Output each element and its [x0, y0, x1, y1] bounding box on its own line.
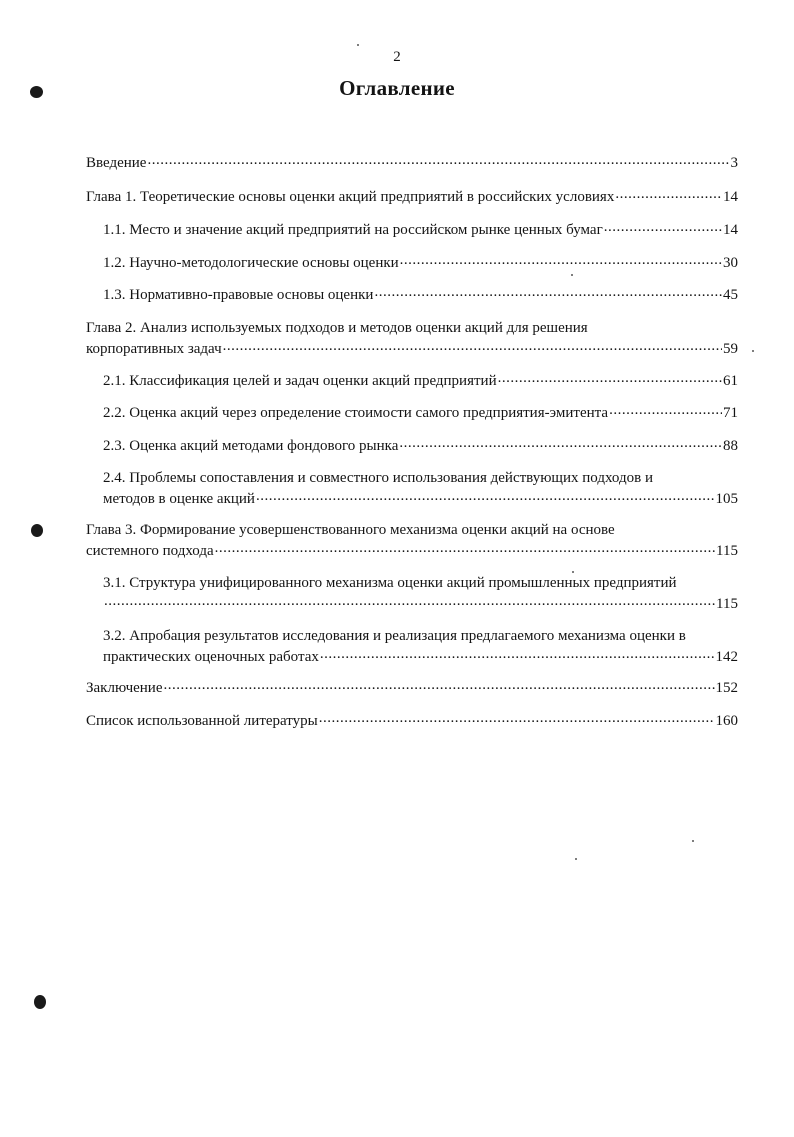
scan-speck — [571, 274, 573, 276]
toc-page-ref: 142 — [715, 649, 738, 665]
toc-entry-section-1-2[interactable] — [103, 253, 738, 274]
toc-entry-title: 3.1. Структура унифицированного механизма оценки акций промышленных предприятий — [103, 575, 677, 591]
scan-speck — [692, 840, 694, 842]
toc-page-ref: 3 — [730, 155, 738, 171]
leader-dots — [320, 647, 715, 661]
toc-entry-title: 1.3. Нормативно-правовые основы оценки — [103, 287, 374, 303]
scan-speck — [357, 44, 359, 46]
toc-entry-title: 2.1. Классификация целей и задач оценки акций предприятий — [103, 373, 497, 389]
toc-entry-title: Введение — [86, 155, 147, 171]
toc-entry-title: Глава 3. Формирование усовершенствованного механизма оценки акций на основе — [86, 522, 615, 538]
toc-page-ref: 152 — [715, 680, 738, 696]
toc-page-ref: 14 — [723, 189, 738, 205]
leader-dots — [498, 371, 722, 385]
toc-page-ref: 61 — [723, 373, 738, 389]
toc-entry-section-2-2[interactable] — [103, 403, 738, 424]
leader-dots — [374, 285, 722, 299]
toc-entry-chapter-1[interactable] — [86, 187, 738, 208]
leader-dots — [399, 436, 722, 450]
toc-page-ref: 105 — [715, 491, 738, 507]
toc-entry-conclusion[interactable] — [86, 678, 738, 699]
toc-entry-title: 3.2. Апробация результатов исследования и реализация предлагаемого механизма оценки в — [103, 628, 686, 644]
toc-entry-title: Заключение — [86, 680, 163, 696]
leader-dots — [615, 187, 722, 201]
toc-page-ref: 59 — [723, 341, 738, 357]
scan-blot-top — [30, 86, 43, 98]
scan-blot-bottom — [34, 995, 46, 1009]
toc-page-ref: 88 — [723, 438, 738, 454]
toc-page-ref: 45 — [723, 287, 738, 303]
toc-entry-section-1-1[interactable] — [103, 220, 738, 241]
leader-dots — [319, 711, 715, 725]
toc-entry-title: 2.3. Оценка акций методами фондового рынка — [103, 438, 399, 454]
leader-dots — [147, 153, 729, 167]
toc-entry-section-3-1[interactable] — [103, 573, 738, 615]
toc-page-ref: 115 — [716, 543, 738, 559]
toc-entry-title-cont: практических оценочных работах — [103, 649, 319, 665]
toc-page-ref: 14 — [723, 222, 738, 238]
toc-entry-section-2-1[interactable] — [103, 371, 738, 392]
toc-entry-title-cont: методов в оценке акций — [103, 491, 255, 507]
toc-entry-chapter-3[interactable] — [86, 520, 738, 562]
toc-entry-chapter-2[interactable] — [86, 318, 738, 360]
toc-entry-section-2-3[interactable] — [103, 436, 738, 457]
toc-entry-title-cont: корпоративных задач — [86, 341, 222, 357]
toc-entry-introduction[interactable] — [86, 153, 738, 174]
leader-dots — [604, 220, 722, 234]
toc-entry-section-1-3[interactable] — [103, 285, 738, 306]
toc-page-ref: 160 — [715, 713, 738, 729]
toc-entry-references[interactable] — [86, 711, 738, 732]
toc-entry-title: Глава 1. Теоретические основы оценки акций предприятий в российских условиях — [86, 189, 615, 205]
toc-page-ref: 115 — [716, 596, 738, 612]
page-title: Оглавление — [339, 76, 455, 100]
toc-entry-title-cont: системного подхода — [86, 543, 214, 559]
page-number: 2 — [393, 49, 401, 65]
toc-entry-section-2-4[interactable] — [103, 468, 738, 510]
leader-dots — [164, 678, 715, 692]
toc-entry-title: 2.4. Проблемы сопоставления и совместного использования действующих подходов и — [103, 470, 653, 486]
toc-entry-title: 1.1. Место и значение акций предприятий на российском рынке ценных бумаг — [103, 222, 603, 238]
leader-dots — [400, 253, 722, 267]
scan-speck — [575, 858, 577, 860]
leader-dots — [256, 489, 715, 503]
leader-dots — [104, 594, 715, 608]
toc-entry-title: Список использованной литературы — [86, 713, 318, 729]
toc-entry-section-3-2[interactable] — [103, 626, 738, 668]
toc-entry-title: 2.2. Оценка акций через определение стоимости самого предприятия-эмитента — [103, 405, 609, 421]
toc-page-ref: 30 — [723, 255, 738, 271]
leader-dots — [609, 403, 722, 417]
toc-entry-title: Глава 2. Анализ используемых подходов и методов оценки акций для решения — [86, 320, 588, 336]
toc-entry-title: 1.2. Научно-методологические основы оценки — [103, 255, 399, 271]
leader-dots — [215, 541, 715, 555]
toc-page-ref: 71 — [723, 405, 738, 421]
leader-dots — [223, 339, 722, 353]
scan-speck — [752, 350, 754, 352]
scan-blot-middle — [31, 524, 43, 537]
